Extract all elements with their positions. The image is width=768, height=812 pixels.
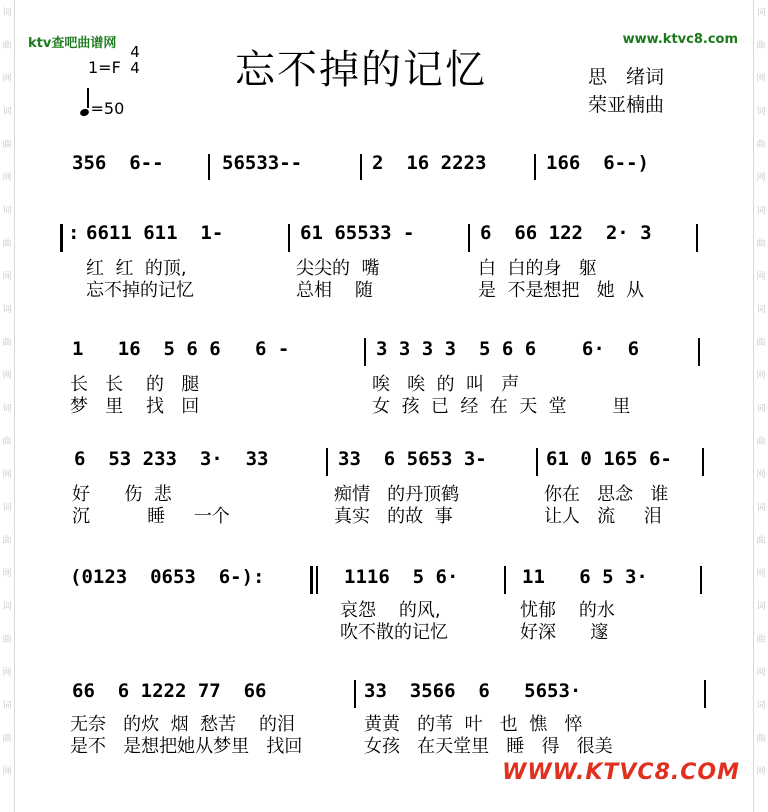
margin-watermark-char: 曲 [756,437,766,447]
measure: 2 16 2223 [372,152,487,174]
margin-watermark-char: 词 [756,701,766,711]
repeat-end-bar [310,566,313,594]
lyric-verse-1: 好 伤 悲 [72,484,172,505]
margin-watermark-char: 网 [756,470,766,480]
lyric-verse-2: 好深 邃 [520,622,609,643]
bar-line [468,224,470,252]
margin-watermark-char: 曲 [756,239,766,249]
margin-watermark-char: 曲 [2,536,12,546]
bar-line [702,448,704,476]
lyric-verse-2: 是不 是想把她从梦里 找回 [70,736,303,757]
measure: 33 6 5653 3- [338,448,487,470]
lyric-verse-2: 总相 随 [296,280,373,301]
margin-watermark-char: 词 [2,602,12,612]
lyric-verse-1: 尖尖的 嘴 [296,258,380,279]
bar-line [360,154,362,180]
margin-watermark-char: 曲 [2,734,12,744]
margin-watermark-char: 词 [756,404,766,414]
lyric-verse-1: 无奈 的炊 烟 愁苦 的泪 [70,714,295,735]
bar-line [700,566,702,594]
lyric-verse-1: 白 白的身 躯 [478,258,597,279]
margin-watermark-char: 曲 [2,635,12,645]
margin-watermark-char: 网 [2,173,12,183]
measure: 1 16 5 6 6 6 - [72,338,290,360]
bar-line [364,338,366,366]
margin-watermark-char: 词 [756,8,766,18]
margin-watermark-char: 网 [2,470,12,480]
composer-credit: 荣亚楠曲 [588,94,665,116]
bar-line [704,680,706,708]
margin-watermark-char: 曲 [756,536,766,546]
lyric-verse-2: 是 不是想把 她 从 [478,280,645,301]
measure: 66 6 1222 77 66 [72,680,267,702]
bar-line [698,338,700,366]
margin-watermark-char: 网 [2,569,12,579]
margin-watermark-char: 词 [2,8,12,18]
measure: 6611 611 1- [86,222,224,244]
repeat-dots: : [68,222,80,244]
left-margin-strip [0,0,15,812]
margin-watermark-char: 网 [2,668,12,678]
margin-watermark-char: 网 [2,371,12,381]
lyric-verse-2: 女 孩 已 经 在 天 堂 里 [372,396,631,417]
margin-watermark-char: 网 [756,371,766,381]
margin-watermark-char: 曲 [2,140,12,150]
margin-watermark-char: 曲 [2,437,12,447]
lyric-verse-1: 痴情 的丹顶鹤 [334,484,460,505]
lyric-verse-1: 红 红 的顶, [86,258,187,279]
margin-watermark-char: 网 [756,767,766,777]
time-signature [128,44,142,76]
margin-watermark-char: 词 [2,701,12,711]
margin-watermark-char: 词 [756,602,766,612]
measure: 6 53 233 3· 33 [74,448,269,470]
lyric-verse-1: 唉 唉 的 叫 声 [372,374,520,395]
margin-watermark-char: 曲 [2,41,12,51]
repeat-end-bar-thin [316,566,318,594]
repeat-start-bar [60,224,63,252]
margin-watermark-char: 网 [756,668,766,678]
margin-watermark-char: 词 [2,107,12,117]
measure: 1116 5 6· [344,566,459,588]
measure: 61 0 165 6- [546,448,672,470]
measure: (0123 0653 6-): [70,566,265,588]
margin-watermark-char: 网 [756,569,766,579]
measure: 166 6--) [546,152,649,174]
measure: 6 66 122 2· 3 [480,222,652,244]
margin-watermark-char: 网 [2,272,12,282]
margin-watermark-char: 词 [756,503,766,513]
margin-watermark-char: 网 [756,272,766,282]
bar-line [504,566,506,594]
quarter-note-icon [79,108,90,118]
measure: 61 65533 - [300,222,415,244]
bar-line [354,680,356,708]
margin-watermark-char: 词 [756,305,766,315]
lyric-verse-1: 哀怨 的风, [340,600,441,621]
lyric-verse-1: 你在 思念 谁 [544,484,669,505]
measure: 56533-- [222,152,303,174]
margin-watermark-char: 词 [756,107,766,117]
margin-watermark-char: 词 [2,206,12,216]
measure: 3 3 3 3 5 6 6 6· 6 [376,338,640,360]
margin-watermark-char: 网 [2,767,12,777]
margin-watermark-char: 词 [756,206,766,216]
measure: 33 3566 6 5653· [364,680,582,702]
bar-line [534,154,536,180]
margin-watermark-char: 曲 [756,734,766,744]
lyric-verse-2: 沉 睡 一个 [72,506,230,527]
time-signature-bottom: 4 [130,59,140,77]
site-name-left[interactable]: ktv查吧曲谱网 [28,36,117,51]
right-margin-strip [753,0,768,812]
tempo-marking [80,94,124,118]
bar-line [288,224,290,252]
bar-line [326,448,328,476]
margin-watermark-char: 曲 [2,338,12,348]
margin-watermark-char: 词 [2,305,12,315]
margin-watermark-char: 曲 [756,140,766,150]
lyric-verse-2: 忘不掉的记忆 [86,280,194,301]
tempo-value: =50 [90,99,125,118]
time-signature-top: 4 [130,43,140,61]
margin-watermark-char: 词 [2,404,12,414]
margin-watermark-char: 曲 [756,635,766,645]
margin-watermark-char: 网 [2,74,12,84]
bar-line [208,154,210,180]
lyric-verse-1: 黄黄 的苇 叶 也 憔 悴 [364,714,583,735]
margin-watermark-char: 曲 [756,41,766,51]
margin-watermark-char: 网 [756,74,766,84]
lyric-verse-1: 长 长 的 腿 [70,374,200,395]
lyric-verse-2: 让人 流 泪 [544,506,662,527]
measure: 11 6 5 3· [522,566,648,588]
margin-watermark-char: 网 [756,173,766,183]
margin-watermark-char: 曲 [756,338,766,348]
margin-watermark-char: 词 [2,503,12,513]
song-title: 忘不掉的记忆 [235,47,487,93]
lyric-verse-2: 女孩 在天堂里 睡 得 很美 [364,736,613,757]
lyric-verse-2: 真实 的故 事 [334,506,453,527]
margin-watermark-char: 曲 [2,239,12,249]
lyric-verse-1: 忧郁 的水 [520,600,615,621]
measure: 356 6-- [72,152,164,174]
lyric-verse-2: 吹不散的记忆 [340,622,448,643]
note-stem [87,88,89,108]
lyricist-credit: 思 绪词 [588,66,665,88]
key-signature: 1=F [88,58,121,77]
bar-line [696,224,698,252]
site-url-right[interactable]: www.ktvc8.com [622,32,738,47]
bar-line [536,448,538,476]
site-watermark: WWW.KTVC8.COM [502,760,740,785]
lyric-verse-2: 梦 里 找 回 [70,396,200,417]
